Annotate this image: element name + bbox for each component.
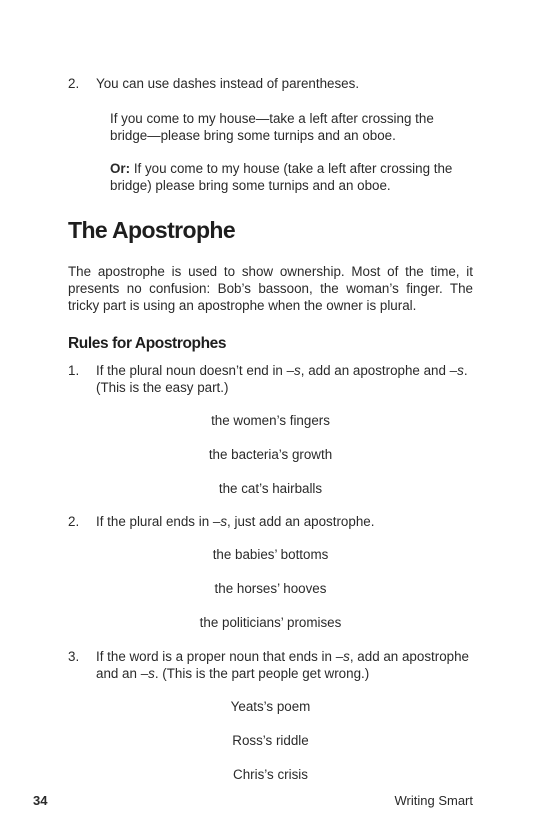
suffix-s: –s (212, 514, 228, 529)
rule-text-part: and an (96, 666, 141, 681)
rule-text-line-2 (96, 665, 369, 682)
example-dash-line-1: If you come to my house—take a left after crossing the (110, 111, 434, 126)
intro-paragraph: The apostrophe is used to show ownership. Most of the time, it presents no confusion: Bob’s bassoon, the woman’s finger. The tricky part is using an apostrophe when the owner is plural. (68, 264, 473, 313)
example-phrase: Chris’s crisis (233, 767, 308, 782)
example-phrase: the bacteria’s growth (208, 447, 333, 462)
example-phrase: the cat’s hairballs (218, 481, 323, 496)
example-or-line-1 (110, 160, 452, 177)
rule-text (96, 513, 374, 530)
running-footer-title: Writing Smart (394, 793, 473, 808)
example-phrase: Yeats’s poem (230, 699, 311, 714)
rule-text-line-2: (This is the easy part.) (96, 380, 229, 395)
suffix-s: –s (140, 666, 155, 681)
suffix-s: –s (335, 649, 350, 664)
rule-text-part: If the word is a proper noun that ends in (96, 649, 336, 664)
example-or-line-2: bridge) please bring some turnips and an oboe. (110, 178, 391, 193)
rule-text-part: If the plural ends in (96, 514, 213, 529)
section-title: The Apostrophe (68, 217, 236, 243)
rule-text (96, 648, 469, 665)
rules-title: Rules for Apostrophes (68, 335, 227, 352)
example-phrase: the women’s fingers (211, 413, 330, 428)
example-phrase: Ross’s riddle (232, 733, 309, 748)
example-phrase: the politicians’ promises (199, 615, 342, 630)
rule-number: 3. (68, 649, 80, 664)
rule-text-part: . (This is the part people get wrong.) (154, 666, 370, 681)
page-number: 34 (33, 793, 48, 808)
example-dash-line-2: bridge—please bring some turnips and an oboe. (110, 128, 396, 143)
rule-text-part: If the plural noun doesn’t end in (96, 363, 287, 378)
rule-text-part: , add an apostrophe (349, 649, 469, 664)
suffix-s: –s (449, 363, 464, 378)
rule-number: 1. (68, 363, 80, 378)
or-label: Or: (110, 161, 131, 176)
example-phrase: the horses’ hooves (214, 581, 327, 596)
rule-text-part: , add an apostrophe and (300, 363, 450, 378)
rule-number: 2. (68, 514, 80, 529)
rule-text-part: . (463, 363, 468, 378)
list-item-text: You can use dashes instead of parentheses. (96, 76, 360, 91)
rule-text (96, 362, 468, 379)
example-or-text: If you come to my house (take a left after crossing the (130, 161, 453, 176)
list-number: 2. (68, 76, 80, 91)
suffix-s: –s (286, 363, 301, 378)
rule-text-part: , just add an apostrophe. (227, 514, 375, 529)
example-phrase: the babies’ bottoms (212, 547, 329, 562)
